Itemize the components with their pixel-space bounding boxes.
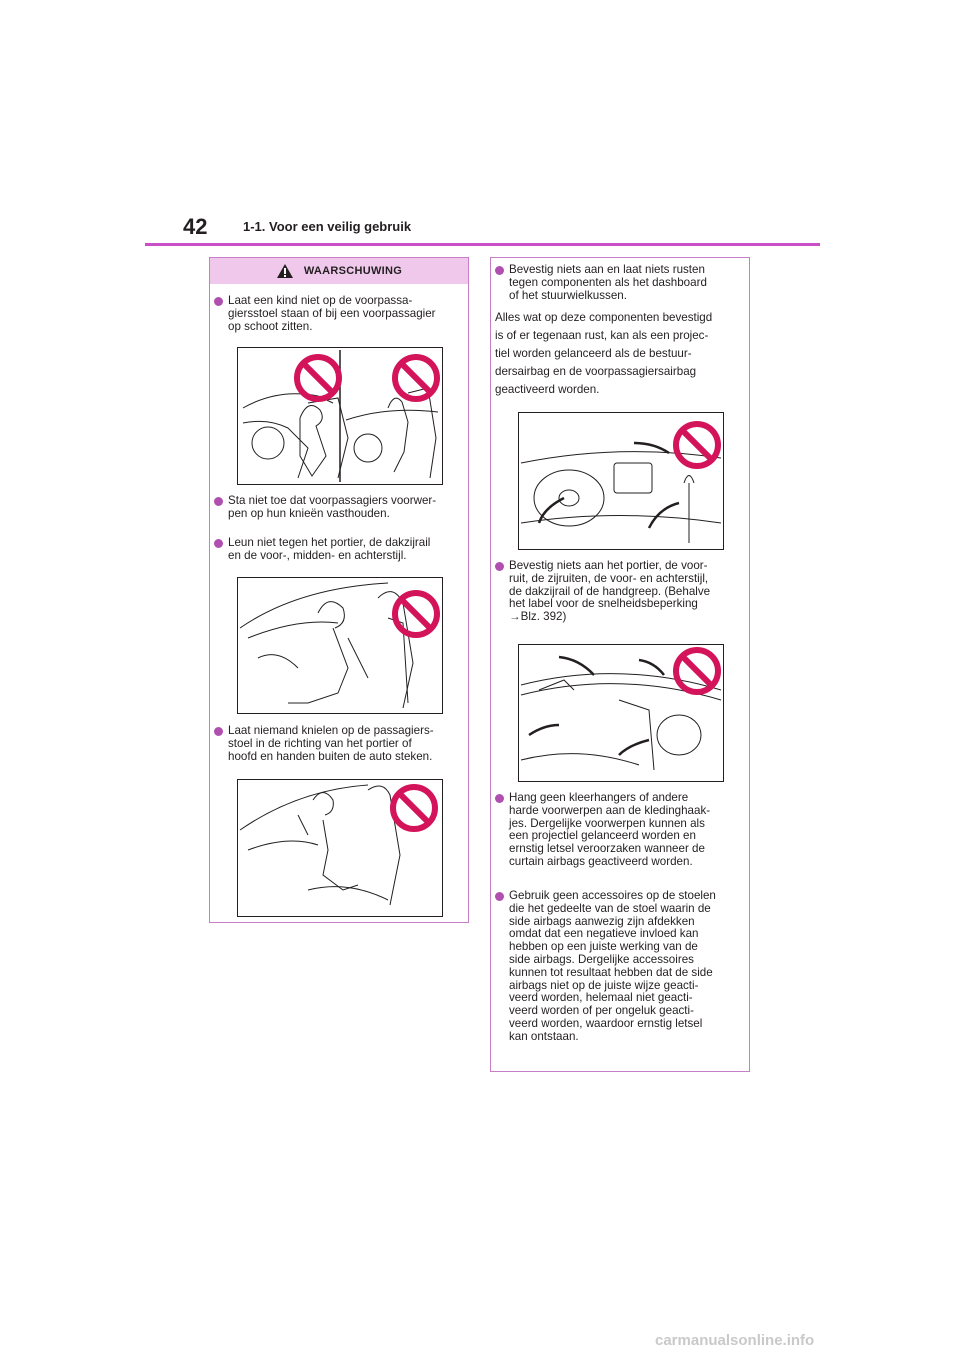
- bullet-dot-icon: [214, 297, 223, 306]
- warning-bullet: Hang geen kleerhangers of andere harde voorwerpen aan de kledinghaak- jes. Dergelijke voorwerpen kunnen als een projectiel gelanceerd worden en ernstig letsel veroorzaken wanneer de curtain airbags geactiveerd worden.: [495, 792, 747, 869]
- warning-bullet: Bevestig niets aan en laat niets rusten tegen componenten als het dashboard of het stuurwielkussen.: [495, 264, 747, 302]
- page-number: 42: [183, 214, 208, 239]
- bullet-dot-icon: [495, 562, 504, 571]
- warning-bullet: Bevestig niets aan het portier, de voor- ruit, de zijruiten, de voor- en achterstijl, de dakzijrail of de handgreep. (Behalve het label voor de snelheidsbeperking →Blz. 392): [495, 560, 747, 624]
- illustration-dashboard-objects: [518, 412, 724, 550]
- warning-panel: [209, 257, 469, 923]
- illustration-door-pillar-objects: [518, 644, 724, 782]
- prohibition-sign-icon: [676, 424, 718, 466]
- illustration-child-in-front-seat: [237, 347, 443, 485]
- prohibition-sign-icon: [297, 357, 339, 399]
- bullet-dot-icon: [495, 266, 504, 275]
- warning-header: [210, 258, 468, 284]
- warning-paragraph: Alles wat op deze componenten bevestigd is of er tegenaan rust, kan als een projec- tiel worden gelanceerd als de bestuur- dersairbag en de voorpassagiersairbag geactiveerd worden.: [495, 311, 713, 396]
- section-title: 1-1. Voor een veilig gebruik: [243, 219, 412, 234]
- warning-bullet: Sta niet toe dat voorpassagiers voorwer- pen op hun knieën vasthouden.: [214, 495, 466, 521]
- prohibition-sign-icon: [395, 593, 437, 635]
- prohibition-sign-icon: [393, 787, 435, 829]
- warning-bullet: Gebruik geen accessoires op de stoelen die het gedeelte van de stoel waarin de side airbags aanwezig zijn afdekken omdat dat een negatieve invloed kan hebben op een juiste werking van de side airbags. Dergelijke accessoires kunnen tot resultaat hebben dat de side airbags niet op de juiste wijze geacti- veerd worden, helemaal niet geacti- veerd worden of per ongeluk geacti- veerd worden, waardoor ernstig letsel kan ontstaan.: [495, 890, 747, 1044]
- prohibition-sign-icon: [676, 650, 718, 692]
- warning-panel-continued: [490, 257, 750, 1072]
- bullet-dot-icon: [495, 794, 504, 803]
- watermark: carmanualsonline.info: [655, 1332, 815, 1349]
- warning-triangle-icon: [276, 263, 294, 279]
- bullet-dot-icon: [214, 539, 223, 548]
- warning-bullet: Laat niemand knielen op de passagiers- stoel in de richting van het portier of hoofd en handen buiten de auto steken.: [214, 725, 466, 763]
- header-rule: [145, 243, 820, 246]
- bullet-dot-icon: [214, 497, 223, 506]
- prohibition-sign-icon: [395, 357, 437, 399]
- warning-title: WAARSCHUWING: [303, 265, 403, 277]
- warning-bullet: Laat een kind niet op de voorpassa- giersstoel staan of bij een voorpassagier op schoot zitten.: [214, 295, 466, 333]
- bullet-dot-icon: [214, 727, 223, 736]
- warning-bullet: Leun niet tegen het portier, de dakzijrail en de voor-, midden- en achterstijl.: [214, 537, 466, 563]
- illustration-leaning-on-door: [237, 577, 443, 714]
- bullet-dot-icon: [495, 892, 504, 901]
- illustration-kneeling-on-seat: [237, 779, 443, 917]
